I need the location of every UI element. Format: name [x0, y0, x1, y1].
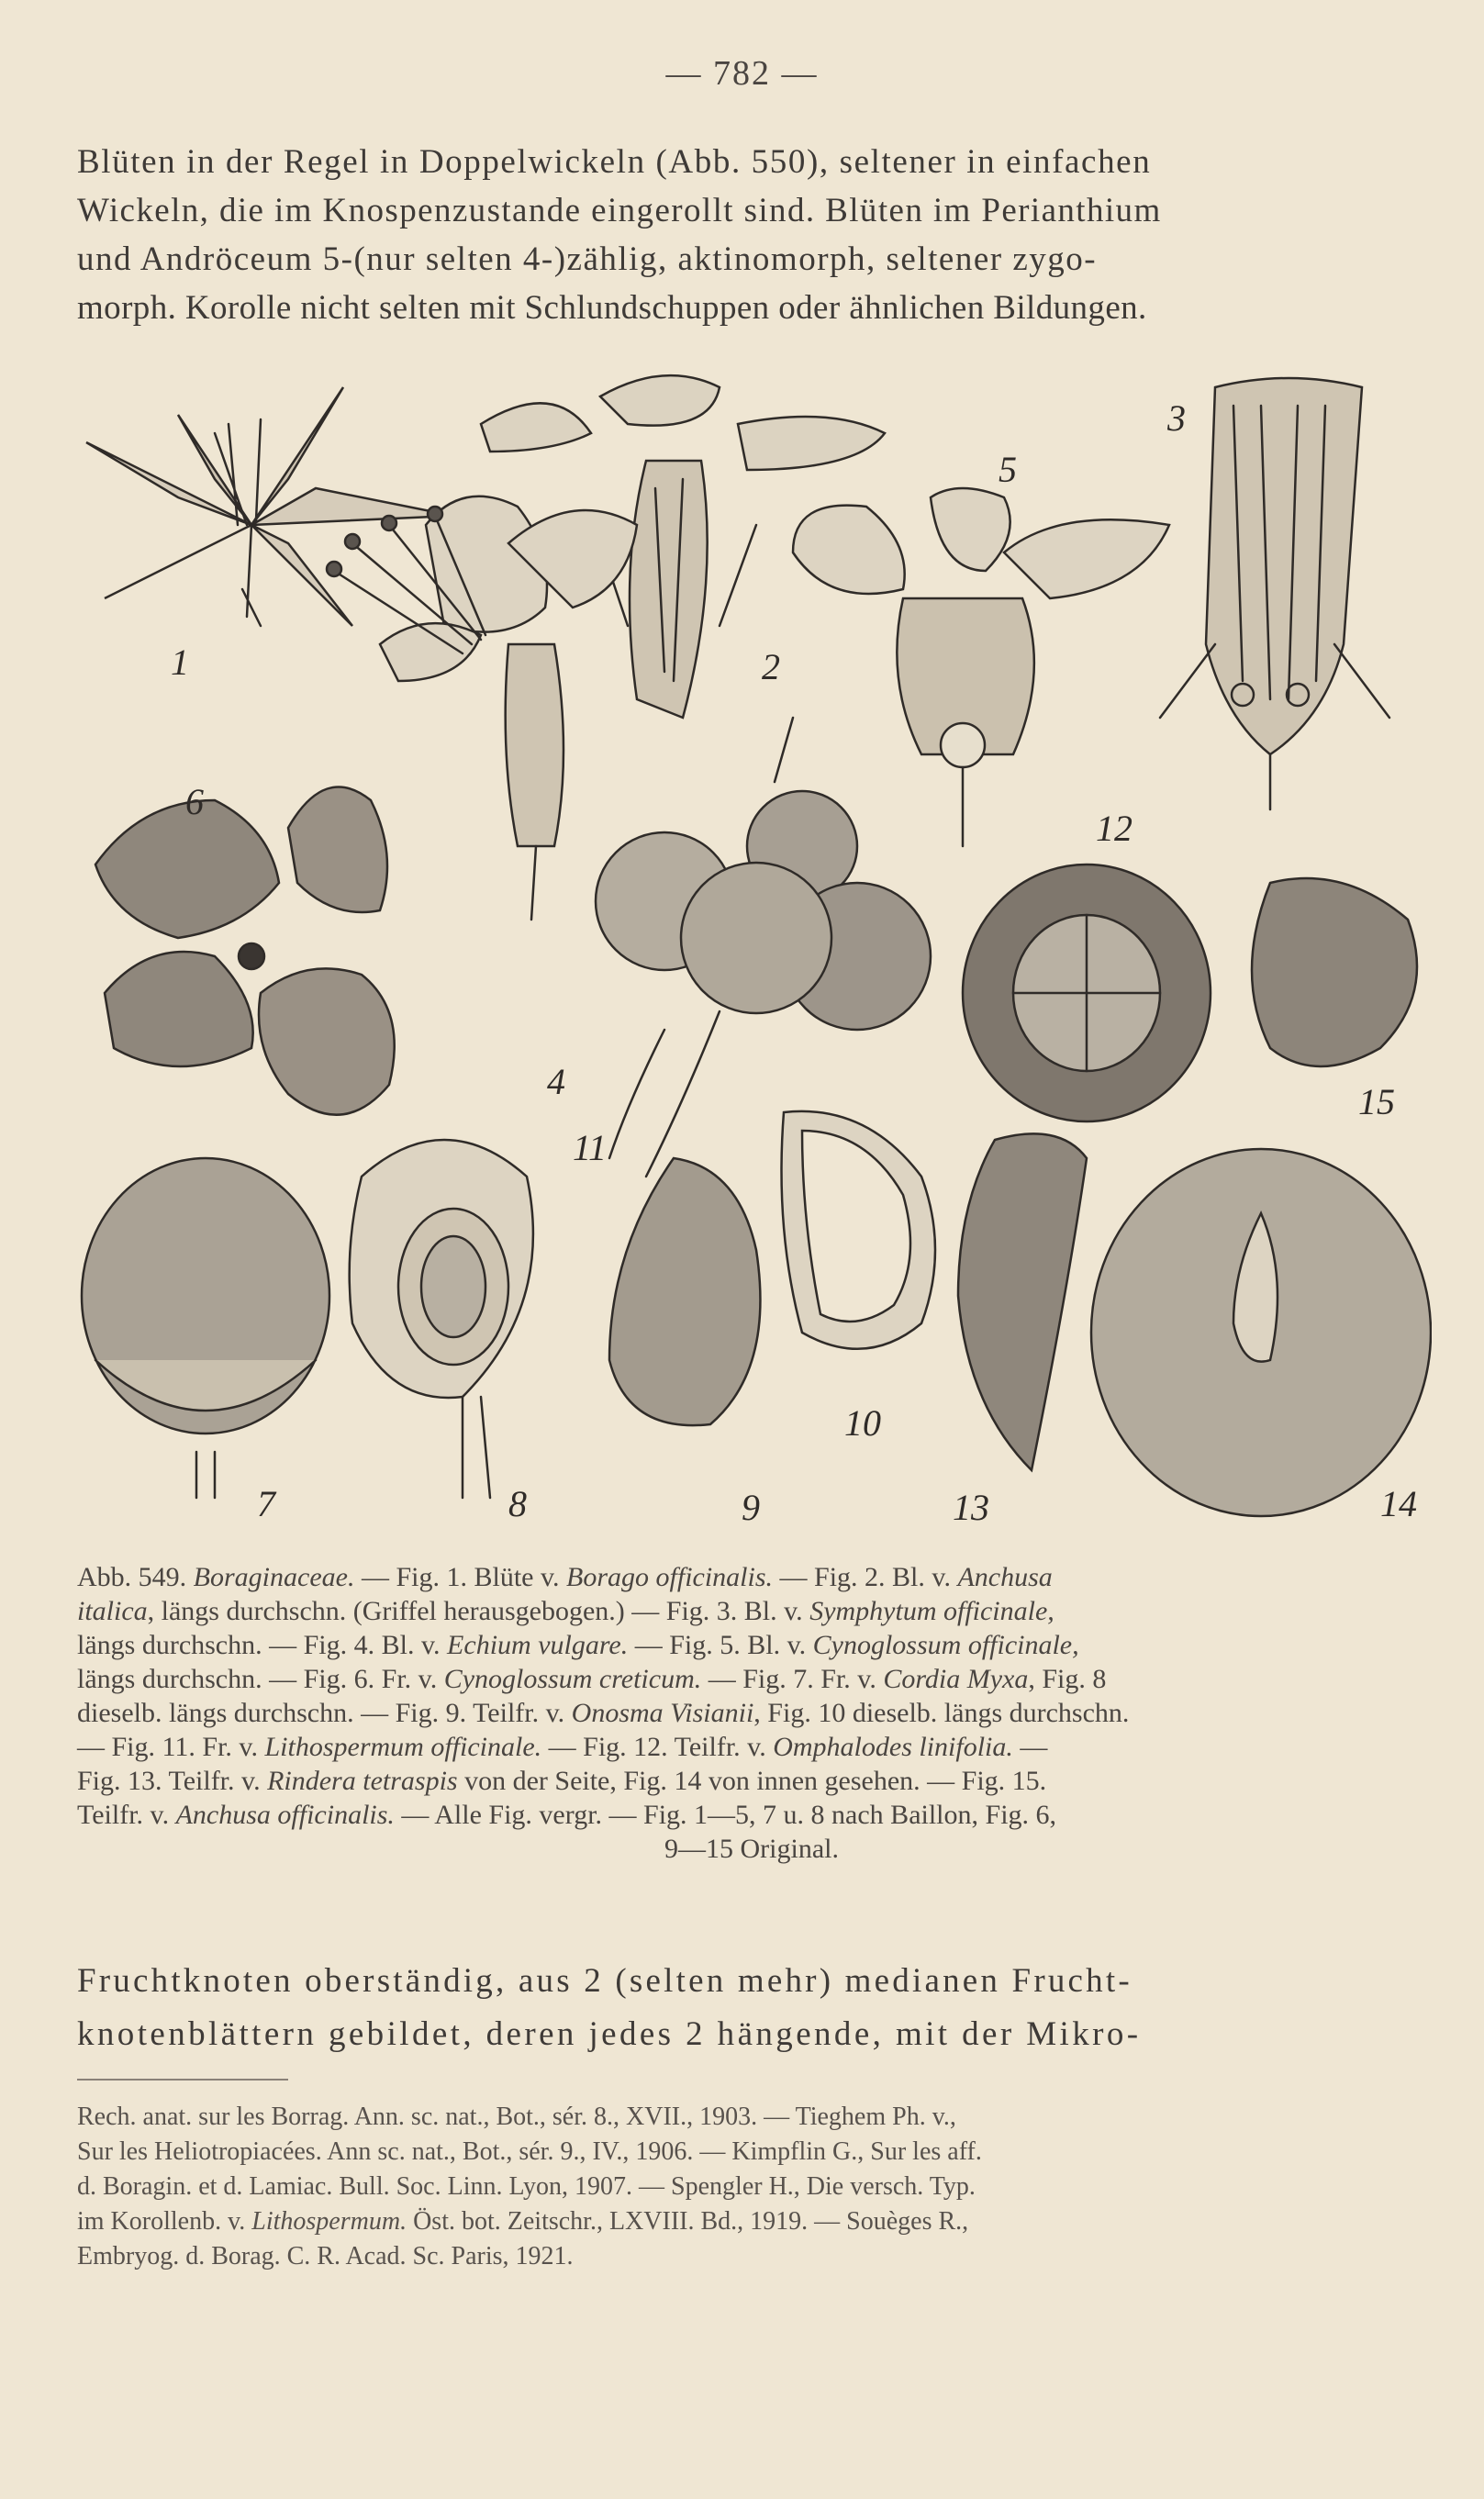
footnote-text: Öst. bot. Zeitschr., LXVIII. Bd., 1919. — Souèges R., [407, 2207, 969, 2236]
caption-taxon: Cynoglossum creticum. [443, 1664, 702, 1694]
figure-label: 3 [1167, 397, 1186, 439]
caption-taxon: Anchusa [957, 1562, 1053, 1592]
footnote-line: Rech. anat. sur les Borrag. Ann. sc. nat., Bot., sér. 8., XVII., 1903. — Tieghem Ph. v., [77, 2103, 956, 2131]
figure-label: 1 [171, 641, 189, 683]
caption-taxon: Onosma Visianii [571, 1698, 754, 1728]
page-number: — 782 — [665, 54, 819, 93]
footnote [77, 2100, 1426, 2274]
footnote-line [77, 2204, 1426, 2239]
text-line: Blüten in der Regel in Doppelwickeln (Abb. 550), seltener in einfachen [77, 143, 1152, 181]
caption-taxon: Cordia Myxa [883, 1664, 1029, 1694]
caption-text: — Fig. 12. Teilfr. v. [541, 1732, 774, 1762]
text-line: Wickeln, die im Knospenzustande eingerollt sind. Blüten im Perianthium [77, 192, 1162, 229]
figure-label: 6 [185, 781, 204, 822]
figure-caption [77, 1560, 1426, 1866]
footnote-text: im Korollenb. v. [77, 2207, 252, 2236]
figure-label: 8 [508, 1483, 527, 1524]
caption-line [77, 1764, 1426, 1798]
drawing-cynoglossum-flower [793, 488, 1169, 846]
caption-taxon: italica [77, 1596, 148, 1626]
text-line: Fruchtknoten oberständig, aus 2 (selten mehr) medianen Frucht- [77, 1962, 1133, 2000]
drawing-cordia-fruit [82, 1158, 329, 1498]
figure-label: 15 [1358, 1081, 1395, 1122]
caption-text: längs durchschn. — Fig. 4. Bl. v. [77, 1630, 448, 1660]
figure-label: 12 [1096, 808, 1133, 849]
caption-text: , Fig. 10 dieselb. längs durchschn. [753, 1698, 1130, 1728]
caption-text: — [1012, 1732, 1048, 1762]
caption-text: Abb. 549. [77, 1562, 194, 1592]
caption-taxon: Echium vulgare. [447, 1630, 629, 1660]
text-line: und Andröceum 5-(nur selten 4-)zählig, aktinomorph, seltener zygo- [77, 240, 1098, 278]
caption-line [77, 1696, 1426, 1730]
caption-text: , Fig. 8 [1028, 1664, 1107, 1694]
figure-label: 11 [573, 1127, 608, 1168]
drawing-omphalodes-nutlet [963, 865, 1211, 1121]
caption-taxon: Rindera tetraspis [267, 1766, 458, 1796]
botanical-figure-plate [77, 369, 1432, 1534]
caption-text: — Fig. 2. Bl. v. [773, 1562, 958, 1592]
text-line: knotenblättern gebildet, deren jedes 2 hängende, mit der Mikro- [77, 2015, 1142, 2053]
drawing-cordia-section [350, 1140, 533, 1498]
figure-label: 10 [844, 1402, 881, 1444]
drawing-anchusa-nutlet [1252, 878, 1417, 1066]
figure-illustration [77, 369, 1432, 1534]
figure-label: 7 [257, 1483, 275, 1524]
caption-text: längs durchschn. — Fig. 6. Fr. v. [77, 1664, 444, 1694]
caption-line [77, 1662, 1426, 1696]
paragraph-bottom [77, 1955, 1426, 2061]
paragraph-top [77, 138, 1426, 332]
caption-taxon: Lithospermum officinale. [264, 1732, 542, 1762]
drawing-rindera-side [958, 1133, 1087, 1470]
caption-taxon: Omphalodes linifolia. [773, 1732, 1013, 1762]
caption-taxon: Anchusa officinalis. [175, 1800, 395, 1830]
footnote-line: Sur les Heliotropiacées. Ann sc. nat., Bot., sér. 9., IV., 1906. — Kimpflin G., Sur les aff. [77, 2137, 982, 2166]
caption-line [77, 1594, 1426, 1628]
footnote-divider [77, 2079, 288, 2081]
figure-label: 14 [1380, 1483, 1417, 1524]
caption-taxon: Borago officinalis. [566, 1562, 774, 1592]
drawing-borago-flower [86, 387, 453, 626]
caption-text: von der Seite, Fig. 14 von innen gesehen. — Fig. 15. [457, 1766, 1047, 1796]
caption-text: dieselb. längs durchschn. — Fig. 9. Teilfr. v. [77, 1698, 572, 1728]
drawing-cynoglossum-fruit [95, 787, 395, 1114]
caption-taxon: Symphytum officinale, [809, 1596, 1054, 1626]
caption-text: — Fig. 11. Fr. v. [77, 1732, 265, 1762]
caption-text: — Fig. 7. Fr. v. [701, 1664, 884, 1694]
drawing-lithospermum-fruit [596, 718, 931, 1177]
caption-line [77, 1798, 1426, 1832]
drawing-rindera-inside [1091, 1149, 1431, 1516]
figure-label: 9 [742, 1487, 760, 1528]
footnote-line: d. Boragin. et d. Lamiac. Bull. Soc. Linn. Lyon, 1907. — Spengler H., Die versch. Typ. [77, 2172, 976, 2201]
caption-text: — Fig. 1. Blüte v. [354, 1562, 567, 1592]
text-line: morph. Korolle nicht selten mit Schlundschuppen oder ähnlichen Bildungen. [77, 289, 1147, 327]
figure-label: 13 [953, 1487, 989, 1528]
figure-label: 5 [999, 449, 1017, 490]
figure-label: 4 [547, 1061, 565, 1102]
caption-taxon: Boraginaceae. [193, 1562, 355, 1592]
footnote-taxon: Lithospermum. [251, 2207, 407, 2236]
caption-text: — Alle Fig. vergr. — Fig. 1—5, 7 u. 8 nach Baillon, Fig. 6, [394, 1800, 1057, 1830]
drawing-symphytum-flower [1160, 378, 1389, 809]
footnote-line: Embryog. d. Borag. C. R. Acad. Sc. Paris, 1921. [77, 2242, 574, 2270]
figure-label: 2 [762, 646, 780, 687]
caption-line [77, 1730, 1426, 1764]
caption-line [77, 1628, 1426, 1662]
caption-text: — Fig. 5. Bl. v. [628, 1630, 813, 1660]
drawing-onosma-section [782, 1111, 936, 1349]
drawing-onosma-nutlet [609, 1158, 760, 1425]
caption-taxon: Cynoglossum officinale, [812, 1630, 1079, 1660]
caption-line [77, 1560, 1426, 1594]
caption-line: 9—15 Original. [664, 1834, 839, 1864]
caption-text: Fig. 13. Teilfr. v. [77, 1766, 268, 1796]
caption-text: , längs durchschn. (Griffel herausgebogen.) — Fig. 3. Bl. v. [147, 1596, 810, 1626]
caption-text: Teilfr. v. [77, 1800, 176, 1830]
